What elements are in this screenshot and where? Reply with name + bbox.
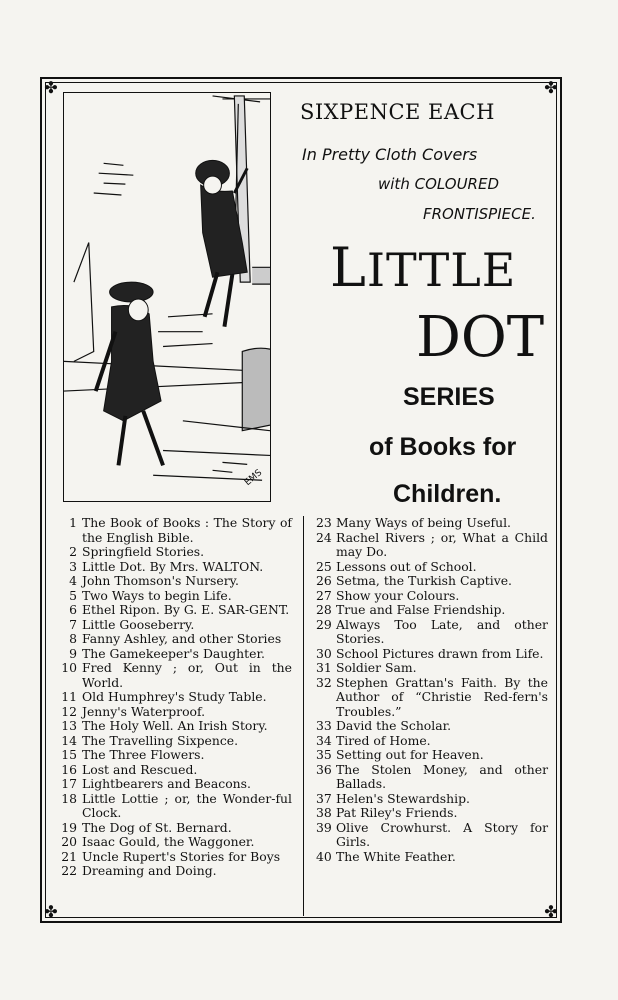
series-title-initial: L [330,236,367,299]
book-number: 26 [316,573,332,588]
book-list-item [60,589,292,604]
book-title: Olive Crowhurst. A Story for Girls. [336,819,548,849]
book-number: 25 [316,558,332,574]
book-number: 18 [61,790,77,806]
book-title: Jenny's Waterproof. [82,703,206,719]
book-title: Two Ways to begin Life. [82,587,232,603]
book-list-item [316,661,548,676]
series-label: SERIES [403,383,495,411]
book-number: 1 [69,515,77,530]
book-number: 5 [69,587,77,603]
book-title: Springfield Stories. [82,544,205,559]
book-number: 24 [316,529,332,545]
book-number: 38 [316,805,332,820]
price-heading: SIXPENCE EACH [300,100,495,124]
book-number: 17 [61,776,77,791]
book-list-item [60,850,292,865]
book-list-item [60,545,292,560]
book-list-item [60,618,292,633]
book-title: The Dog of St. Bernard. [82,819,232,835]
book-title: Isaac Gould, the Waggoner. [82,834,255,849]
corner-ornament-icon: ✤ [544,902,558,921]
book-number: 23 [316,515,332,530]
book-list-left [60,516,292,879]
book-number: 11 [61,689,77,704]
book-title: Fred Kenny ; or, Out in the World. [82,660,292,690]
book-list-item [60,835,292,850]
book-title: The Book of Books : The Story of the English Bible. [82,515,292,545]
book-number: 2 [69,544,77,559]
book-number: 30 [316,645,332,661]
book-title: True and False Friendship. [336,602,506,617]
book-title: Soldier Sam. [336,660,417,675]
book-number: 3 [69,558,77,574]
book-title: The Travelling Sixpence. [82,732,239,748]
book-number: 22 [61,863,77,878]
book-title: Setma, the Turkish Captive. [336,573,512,588]
corner-ornament-icon: ✤ [44,78,58,97]
book-title: Show your Colours. [336,587,460,603]
book-list-item [60,748,292,763]
book-number: 16 [61,761,77,777]
series-title-rest: ITTLE [366,243,517,297]
book-number: 37 [316,790,332,806]
book-number: 27 [316,587,332,603]
book-list-item [60,647,292,662]
book-list-item [60,763,292,778]
book-number: 29 [316,616,332,632]
book-title: Lightbearers and Beacons. [82,776,251,791]
book-list-item [316,734,548,749]
book-list-item [316,618,548,647]
book-list-item [60,690,292,705]
book-title: Lessons out of School. [336,558,477,574]
book-number: 35 [316,747,332,762]
book-list-right [316,516,548,864]
book-title: David the Scholar. [336,718,452,733]
book-title: Setting out for Heaven. [336,747,484,762]
book-list-item [60,705,292,720]
book-title: John Thomson's Nursery. [82,573,239,588]
book-list-item [316,748,548,763]
book-title: Stephen Grattan's Faith. By the Author of “Christie Red-fern's Troubles.” [336,674,548,719]
book-list-item [316,792,548,807]
subtitle-of-books: of Books for [369,433,517,461]
corner-ornament-icon: ✤ [544,78,558,97]
book-title: Lost and Rescued. [82,761,198,777]
book-title: The Three Flowers. [82,747,205,762]
artist-signature: EMS [243,468,265,488]
series-title-little [330,236,517,299]
book-list-item [316,531,548,560]
cover-line-3: FRONTISPIECE. [423,205,536,223]
subtitle-children: Children. [393,480,502,508]
book-number: 12 [61,703,77,719]
book-number: 13 [61,718,77,733]
book-number: 39 [316,819,332,835]
book-title: The Holy Well. An Irish Story. [82,718,268,733]
book-number: 32 [316,674,332,690]
book-title: Little Lottie ; or, the Wonder-ful Clock. [82,790,292,820]
book-list-item [60,516,292,545]
book-list-item [60,632,292,647]
book-list-item [316,560,548,575]
book-number: 33 [316,718,332,733]
book-number: 36 [316,761,332,777]
book-list-item [316,516,548,531]
book-number: 19 [61,819,77,835]
book-number: 20 [61,834,77,849]
book-number: 21 [61,848,77,864]
children-by-tree-drawing [64,93,270,501]
book-number: 40 [316,848,332,864]
frontispiece-illustration [63,92,271,502]
book-title: The White Feather. [336,848,456,864]
book-list-item [60,821,292,836]
book-number: 14 [61,732,77,748]
book-number: 28 [316,602,332,617]
book-list-item [60,734,292,749]
book-list-item [60,792,292,821]
book-title: Old Humphrey's Study Table. [82,689,267,704]
book-list-item [60,574,292,589]
cover-line-1: In Pretty Cloth Covers [302,145,478,164]
book-list-item [316,763,548,792]
book-title: Many Ways of being Useful. [336,515,511,530]
book-title: School Pictures drawn from Life. [336,645,544,661]
book-list-item [316,676,548,720]
book-list-item [316,647,548,662]
book-title: Pat Riley's Friends. [336,805,458,820]
book-title: Always Too Late, and other Stories. [336,616,548,646]
corner-ornament-icon: ✤ [44,902,58,921]
book-list-item [316,850,548,865]
book-list-item [60,777,292,792]
book-number: 8 [69,631,77,646]
book-title: Uncle Rupert's Stories for Boys [82,848,281,864]
book-list-item [316,574,548,589]
book-list-item [316,719,548,734]
book-list-item [60,603,292,618]
book-title: Little Gooseberry. [82,616,195,632]
book-title: The Stolen Money, and other Ballads. [336,761,548,791]
book-number: 6 [69,602,77,617]
series-title-dot: DOT [416,305,545,370]
book-title: Fanny Ashley, and other Stories [82,631,282,646]
book-list-item [316,806,548,821]
book-number: 4 [69,573,77,588]
book-list-item [60,719,292,734]
book-number: 9 [69,645,77,661]
book-number: 7 [69,616,77,632]
book-list-item [316,821,548,850]
book-title: The Gamekeeper's Daughter. [82,645,265,661]
book-number: 31 [316,660,332,675]
book-list-item [60,560,292,575]
book-list-item [316,589,548,604]
cover-line-2: with COLOURED [378,175,500,193]
book-title: Little Dot. By Mrs. WALTON. [82,558,264,574]
book-title: Helen's Stewardship. [336,790,470,806]
column-divider [303,516,304,916]
book-number: 15 [61,747,77,762]
book-number: 34 [316,732,332,748]
book-title: Dreaming and Doing. [82,863,217,878]
book-list-item [316,603,548,618]
book-list-item [60,661,292,690]
book-title: Rachel Rivers ; or, What a Child may Do. [336,529,548,559]
book-title: Tired of Home. [336,732,431,748]
book-number: 10 [61,660,77,675]
book-list-item [60,864,292,879]
book-title: Ethel Ripon. By G. E. SAR-GENT. [82,602,290,617]
